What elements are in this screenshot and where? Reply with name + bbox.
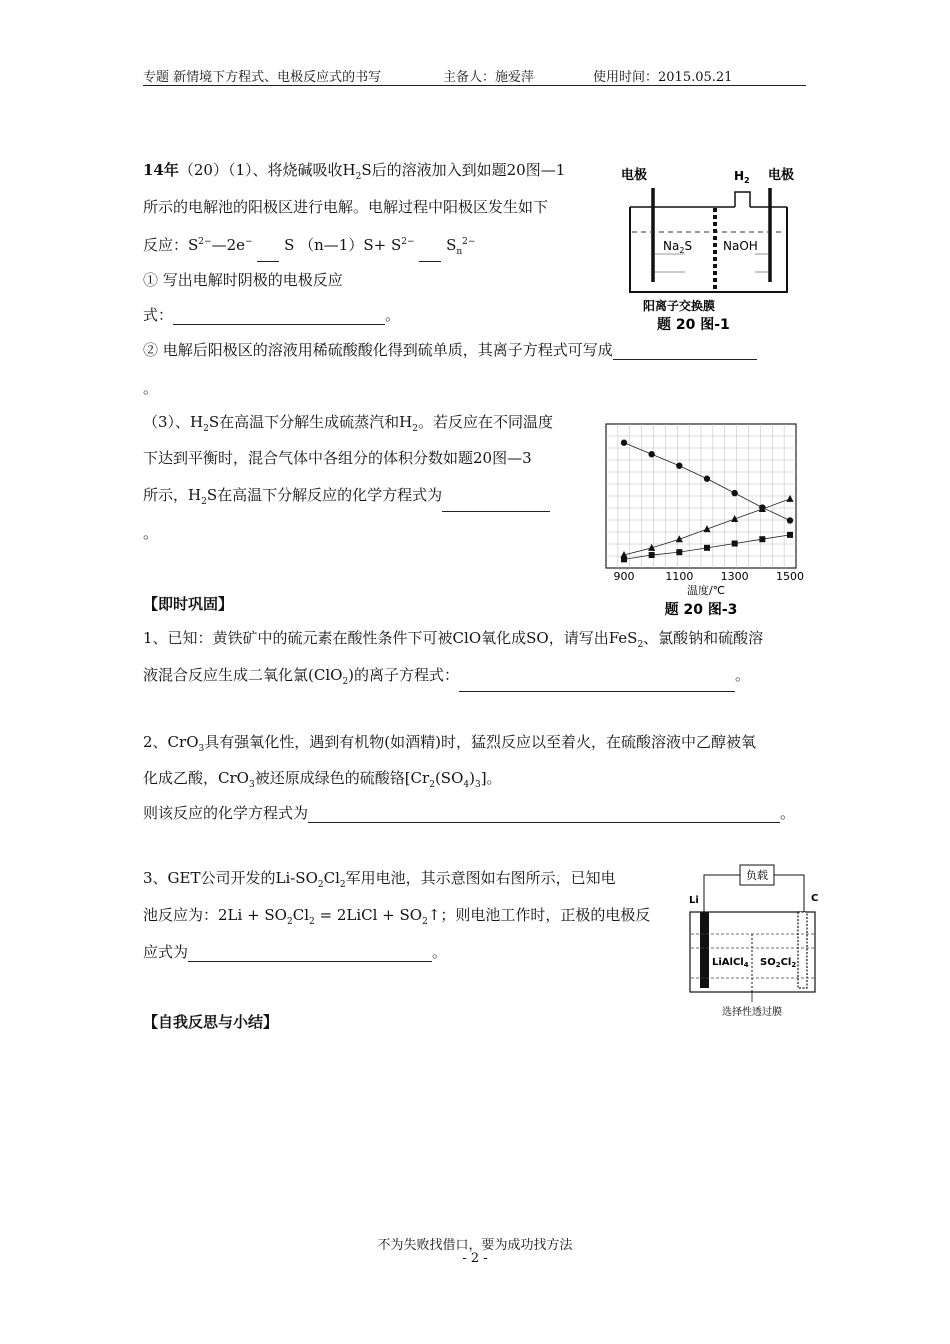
q14-sub1: ① 写出电解时阴极的电极反应 [143,271,343,289]
point-circle [731,490,737,496]
point-square [676,549,682,555]
consolidation-heading: 【即时巩固】 [143,595,234,613]
answer-blank-decomposition[interactable] [442,496,550,512]
x-tick-label: 1500 [776,570,804,583]
answer-blank-cathode[interactable] [173,309,385,325]
answer-blank-positive-electrode[interactable] [188,946,432,962]
volume-fraction-chart [596,418,806,620]
c-q3-line3: 应式为 。 [143,943,448,961]
x-tick-label: 1300 [720,570,749,583]
c-q2-line3: 则该反应的化学方程式为 。 [143,804,796,822]
reflection-heading: 【自我反思与小结】 [143,1013,279,1031]
c-q2-line1: 2、CrO$_3$具有强氧化性，遇到有机物(如酒精)时，猛烈反应以至着火，在硫酸溶液中乙醇被氧 [143,733,756,754]
c-q1-line2: 液混合反应生成二氧化氯(ClO$_2$)的离子方程式： 。 [143,665,750,692]
c-q3-line1: 3、GET公司开发的$Li-SO_2Cl_2$军用电池，其示意图如右图所示，已知电 [143,869,616,890]
answer-blank-ionic[interactable] [613,344,757,360]
liallcl4-label: LiAlCl$_4$ [712,957,749,969]
fig1-caption: 题 20 图-1 [657,317,730,333]
q14-sub2-end: 。 [143,379,159,397]
point-square [704,545,710,551]
x-tick-label: 1100 [665,570,694,583]
load-label: 负载 [746,869,768,882]
gas-outlet [735,192,750,207]
so2cl2-label: $SO_2Cl_2$ [760,957,797,969]
carbon-electrode [798,912,807,988]
q14-reaction: 反应：$S^{2-}—2e^-$ S （n—1）S+ $S^{2-}$ $S_n^{2-}$ [143,232,475,262]
point-circle [704,476,710,482]
point-square [787,532,793,538]
header-author: 主备人：施爱萍 [443,70,535,85]
q14-sub1-answer: 式： 。 [143,306,401,324]
q14-line1: 14年（20）（1）、将烧碱吸收$H_2S$后的溶液加入到如题20图—1 [143,161,566,182]
li-label: Li [689,895,699,906]
li-electrode [700,912,709,988]
year-label: 14年 [143,161,179,179]
c-label: C [811,893,819,904]
point-square [732,541,738,547]
chart-x-label: 温度/℃ [686,584,726,597]
chart-x-ticks [614,570,805,583]
na2s-label: $Na_2S$ [663,239,693,255]
chart-caption: 题 20 图-3 [664,602,738,618]
c-q3-line2: 池反应为：$2Li + SO_2Cl_2$ = 2LiCl + $SO_2↑$；则电池工作时，正极的电极反 [143,906,651,927]
left-electrode-label: 电极 [621,168,648,183]
point-square [621,556,627,562]
header-rule [143,85,806,86]
q14-part3-line3: 所示，$H_2S$在高温下分解反应的化学方程式为 [143,485,550,512]
wire-right [774,875,804,912]
membrane-label: 阳离子交换膜 [643,299,716,313]
q14-part3-end: 。 [143,524,159,542]
point-circle [676,463,682,469]
header-topic: 专题 新情境下方程式、电极反应式的书写 [143,70,382,85]
x-tick-label: 900 [613,570,635,583]
point-square [649,552,655,558]
q14-sub2: ② 电解后阳极区的溶液用稀硫酸酸化得到硫单质，其离子方程式可写成 [143,340,757,360]
naoh-label: NaOH [723,239,758,253]
answer-blank-clo2[interactable] [459,676,735,692]
point-square [759,536,765,542]
header-date: 使用时间：2015.05.21 [593,70,733,85]
q14-part3-line1: （3）、$H_2S$在高温下分解生成硫蒸汽和$H_2$。若反应在不同温度 [143,413,553,434]
footer-page-number: - 2 - [462,1251,488,1266]
q14-line2: 所示的电解池的阳极区进行电解。电解过程中阳极区发生如下 [143,198,549,216]
electrolysis-cell-figure [615,162,810,337]
membrane-caption: 选择性透过膜 [722,1007,782,1018]
h2-label: $H_2$ [734,169,750,185]
c-q2-line2: 化成乙酸，CrO$_3$被还原成绿色的硫酸铬$[Cr_2(SO_4)_3]$。 [143,769,502,790]
point-circle [648,451,654,457]
point-circle [787,517,793,523]
c-q1-line1: 1、已知：黄铁矿中的硫元素在酸性条件下可被ClO氧化成SO，请写出FeS$_2$、氯酸钠和硫酸溶 [143,629,764,650]
footer-motto: 不为失败找借口，要为成功找方法 [377,1238,573,1253]
point-circle [621,440,627,446]
q14-part3-line2: 下达到平衡时，混合气体中各组分的体积分数如题20图—3 [143,449,532,467]
wire-left [704,875,740,912]
right-electrode-label: 电极 [768,168,795,183]
battery-figure [684,860,824,1020]
answer-blank-cro3[interactable] [308,807,780,823]
chart-grid [606,424,796,568]
